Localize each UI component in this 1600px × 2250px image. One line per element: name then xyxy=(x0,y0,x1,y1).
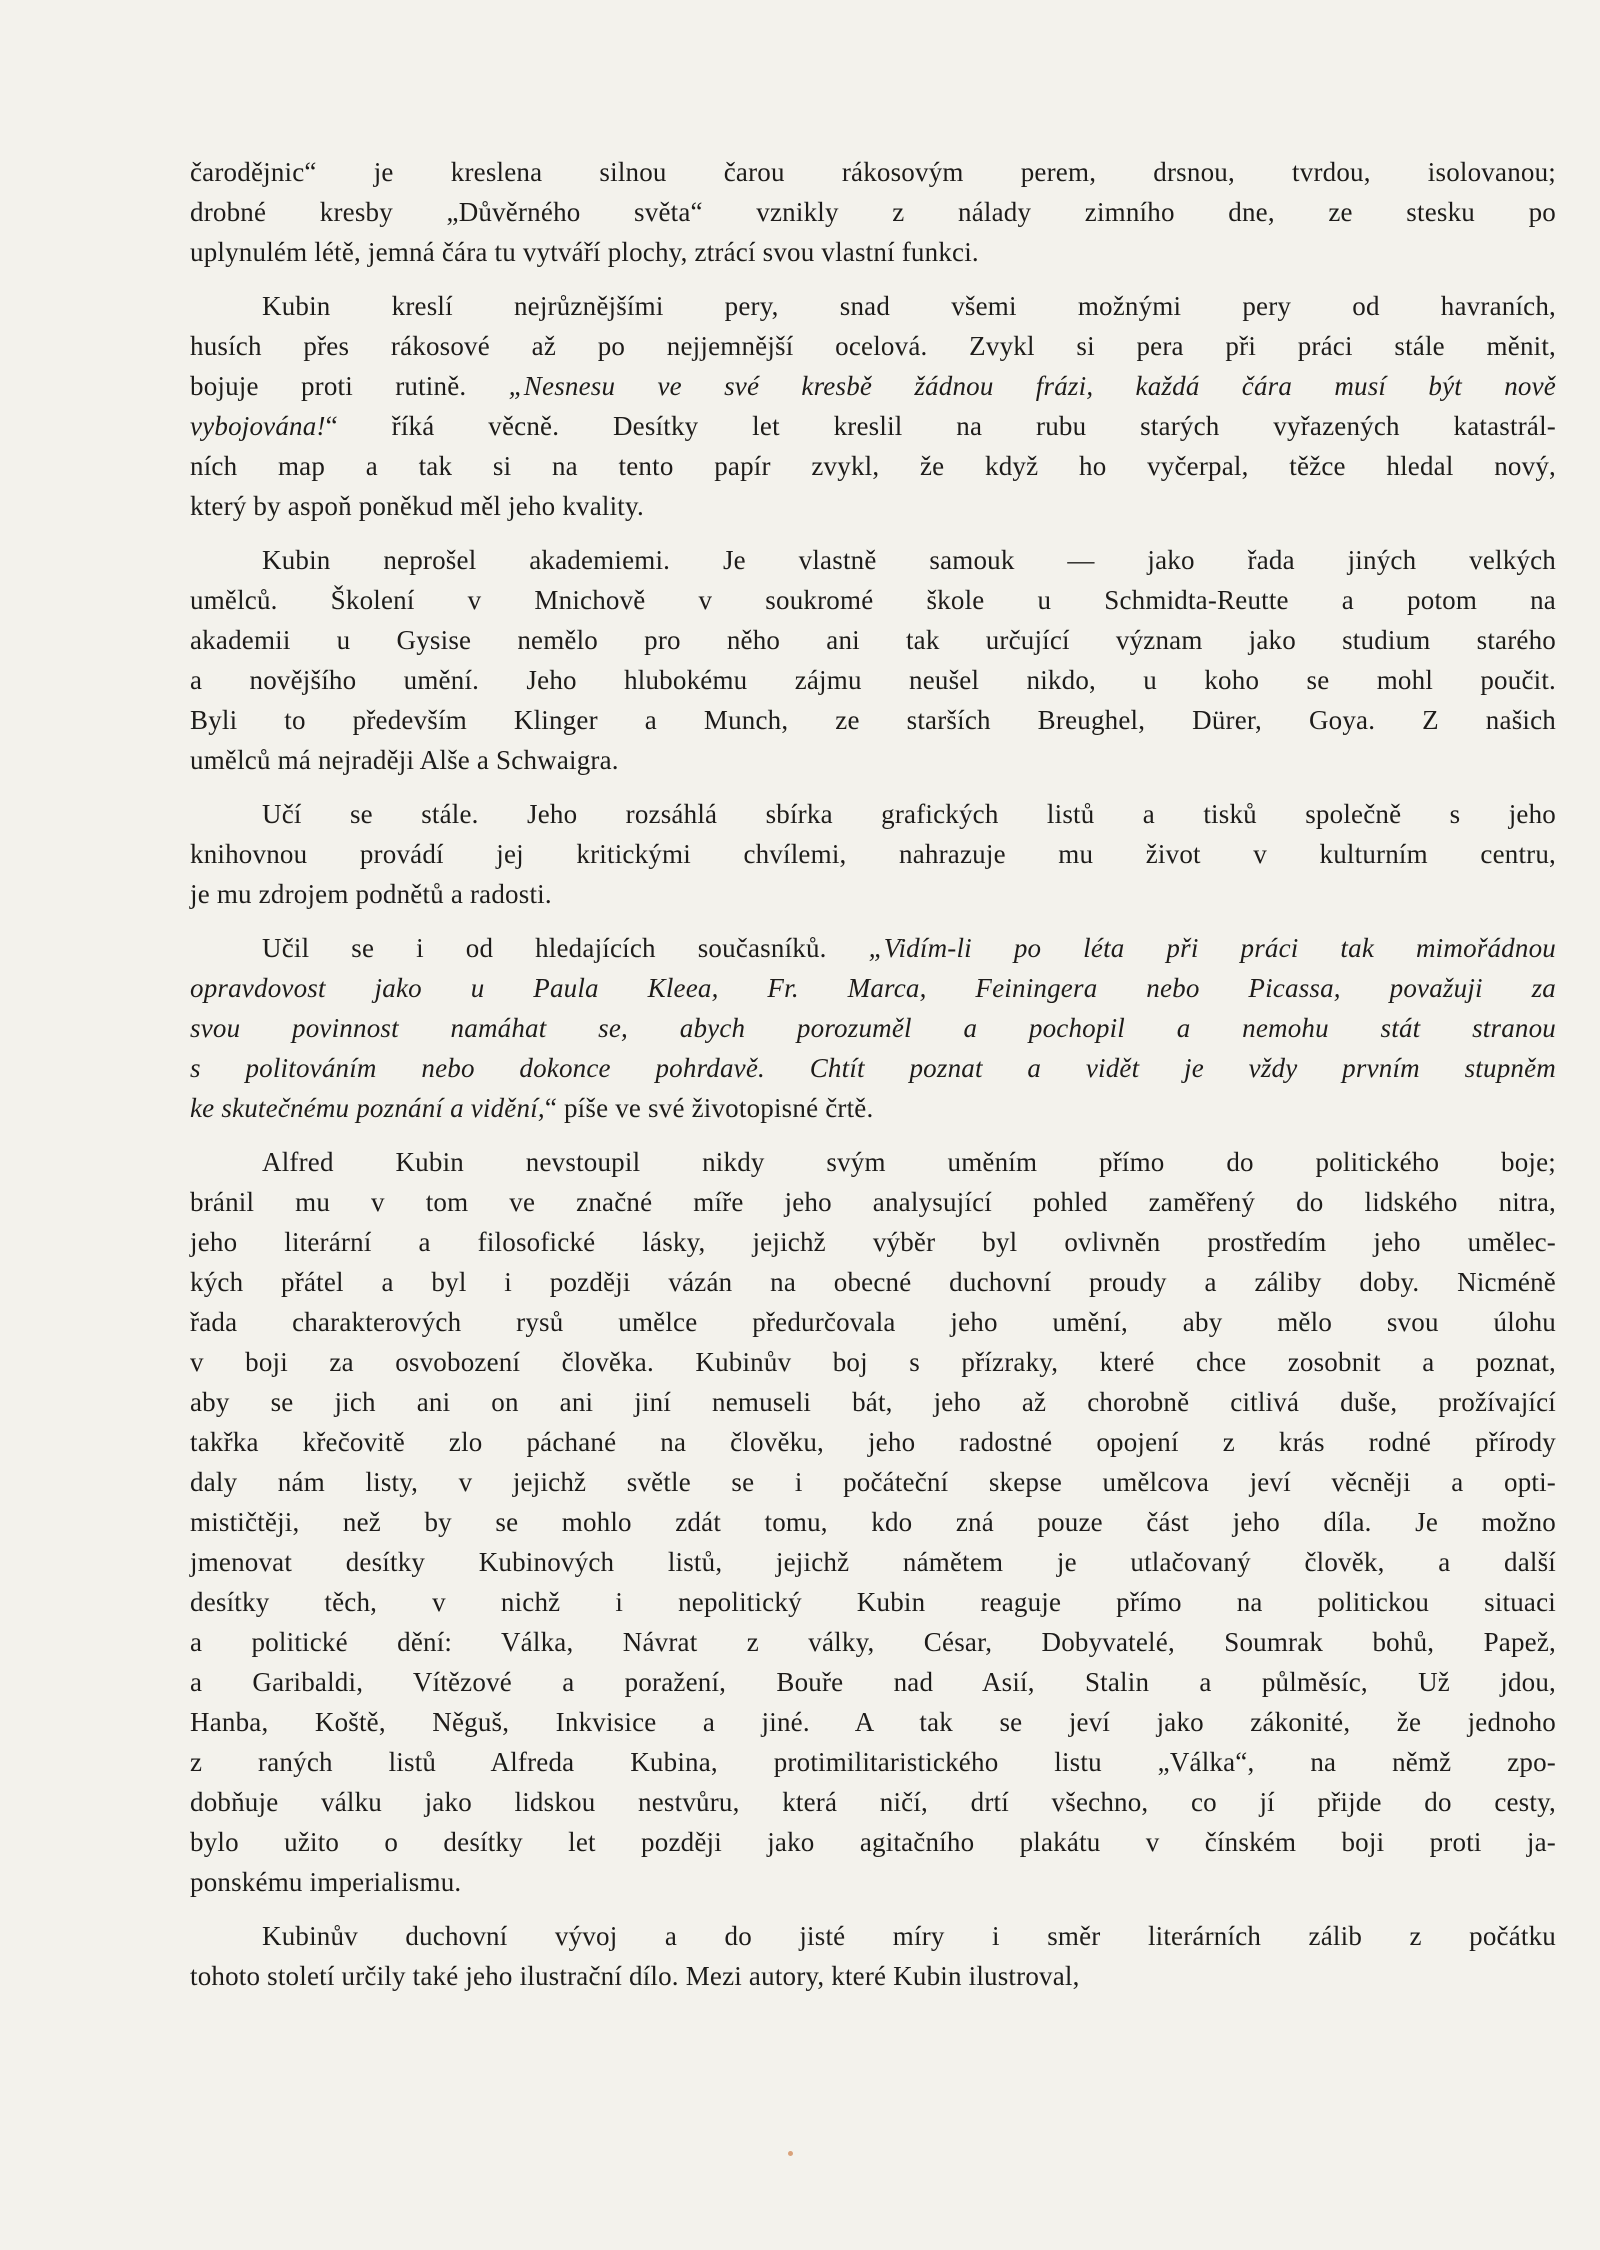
text-segment: uplynulém létě, jemná čára tu vytváří plochy, ztrácí svou vlastní funkci. xyxy=(190,237,979,267)
text-line xyxy=(190,968,1556,1008)
text-segment: bojuje proti rutině. xyxy=(190,371,509,401)
text-line xyxy=(190,1048,1556,1088)
text-segment: jeho literární a filosofické lásky, jejichž výběr byl ovlivněn prostředím jeho umělec- xyxy=(190,1227,1556,1257)
text-line xyxy=(190,1142,1556,1182)
italic-quote-segment: opravdovost jako u Paula Kleea, Fr. Marca, Feiningera nebo Picassa, považuji za xyxy=(190,973,1556,1003)
text-line xyxy=(190,1222,1556,1262)
text-segment: daly nám listy, v jejichž světle se i počáteční skepse umělcova jeví věcněji a opti- xyxy=(190,1467,1556,1497)
text-line xyxy=(190,1342,1556,1382)
text-segment: akademii u Gysise nemělo pro něho ani tak určující význam jako studium starého xyxy=(190,625,1556,655)
text-segment: umělců má nejraději Alše a Schwaigra. xyxy=(190,745,619,775)
text-line xyxy=(190,1008,1556,1048)
text-line xyxy=(190,1262,1556,1302)
text-segment: “ píše ve své životopisné črtě. xyxy=(544,1093,874,1123)
text-segment: je mu zdrojem podnětů a radosti. xyxy=(190,879,552,909)
text-segment: Učil se i od hledajících současníků. xyxy=(262,933,869,963)
text-line xyxy=(190,540,1556,580)
text-line xyxy=(190,660,1556,700)
text-segment: drobné kresby „Důvěrného světa“ vznikly z nálady zimního dne, ze stesku po xyxy=(190,197,1556,227)
text-segment: Učí se stále. Jeho rozsáhlá sbírka grafických listů a tisků společně s jeho xyxy=(262,799,1556,829)
text-line xyxy=(190,366,1556,406)
text-line xyxy=(190,1662,1556,1702)
text-line xyxy=(190,794,1556,834)
text-segment: Byli to především Klinger a Munch, ze starších Breughel, Dürer, Goya. Z našich xyxy=(190,705,1556,735)
text-line xyxy=(190,834,1556,874)
text-line xyxy=(190,192,1556,232)
text-line xyxy=(190,740,1556,780)
text-segment: řada charakterových rysů umělce předurčovala jeho umění, aby mělo svou úlohu xyxy=(190,1307,1556,1337)
text-segment: takřka křečovitě zlo páchané na člověku, jeho radostné opojení z krás rodné přírody xyxy=(190,1427,1556,1457)
text-line xyxy=(190,1622,1556,1662)
paragraph xyxy=(190,540,1556,780)
paragraph xyxy=(190,794,1556,914)
text-segment: jmenovat desítky Kubinových listů, jejichž námětem je utlačovaný člověk, a další xyxy=(190,1547,1556,1577)
text-line xyxy=(190,928,1556,968)
text-segment: ních map a tak si na tento papír zvykl, že když ho vyčerpal, těžce hledal nový, xyxy=(190,451,1556,481)
text-line xyxy=(190,1956,1556,1996)
text-segment: mističtěji, než by se mohlo zdát tomu, kdo zná pouze část jeho díla. Je možno xyxy=(190,1507,1556,1537)
text-line xyxy=(190,286,1556,326)
text-line xyxy=(190,1502,1556,1542)
text-line xyxy=(190,1382,1556,1422)
text-segment: umělců. Školení v Mnichově v soukromé škole u Schmidta-Reutte a potom na xyxy=(190,585,1556,615)
page-body-text xyxy=(190,152,1556,2010)
paper-speck xyxy=(788,2151,793,2156)
text-segment: a politické dění: Válka, Návrat z války, César, Dobyvatelé, Soumrak bohů, Papež, xyxy=(190,1627,1556,1657)
text-segment: husích přes rákosové až po nejjemnější ocelová. Zvykl si pera při práci stále měnit, xyxy=(190,331,1556,361)
paragraph xyxy=(190,152,1556,272)
text-line xyxy=(190,874,1556,914)
text-line xyxy=(190,580,1556,620)
text-segment: z raných listů Alfreda Kubina, protimilitaristického listu „Válka“, na němž zpo- xyxy=(190,1747,1556,1777)
text-line xyxy=(190,1542,1556,1582)
text-segment: a novějšího umění. Jeho hlubokému zájmu neušel nikdo, u koho se mohl poučit. xyxy=(190,665,1556,695)
text-segment: aby se jich ani on ani jiní nemuseli bát, jeho až chorobně citlivá duše, prožívající xyxy=(190,1387,1556,1417)
text-segment: a Garibaldi, Vítězové a poražení, Bouře nad Asií, Stalin a půlměsíc, Už jdou, xyxy=(190,1667,1556,1697)
text-segment: kých přátel a byl i později vázán na obecné duchovní proudy a záliby doby. Nicméně xyxy=(190,1267,1556,1297)
text-line xyxy=(190,1862,1556,1902)
text-line xyxy=(190,1742,1556,1782)
text-segment: bylo užito o desítky let později jako agitačního plakátu v čínském boji proti ja- xyxy=(190,1827,1556,1857)
text-line xyxy=(190,620,1556,660)
text-line xyxy=(190,326,1556,366)
text-segment: desítky těch, v nichž i nepolitický Kubin reaguje přímo na politickou situaci xyxy=(190,1587,1556,1617)
text-segment: v boji za osvobození člověka. Kubinův boj s přízraky, které chce zosobnit a poznat, xyxy=(190,1347,1556,1377)
text-line xyxy=(190,1422,1556,1462)
text-line xyxy=(190,1182,1556,1222)
italic-quote-segment: „Nesnesu ve své kresbě žádnou frázi, každá čára musí být nově xyxy=(508,371,1556,401)
text-segment: bránil mu v tom ve značné míře jeho analysující pohled zaměřený do lidského nitra, xyxy=(190,1187,1556,1217)
italic-quote-segment: „Vidím-li po léta při práci tak mimořádnou xyxy=(868,933,1556,963)
text-line xyxy=(190,486,1556,526)
text-segment: Hanba, Koště, Něguš, Inkvisice a jiné. A tak se jeví jako zákonité, že jednoho xyxy=(190,1707,1556,1737)
text-segment: Alfred Kubin nevstoupil nikdy svým uměním přímo do politického boje; xyxy=(262,1147,1556,1177)
text-line xyxy=(190,232,1556,272)
text-line xyxy=(190,700,1556,740)
text-line xyxy=(190,1702,1556,1742)
text-line xyxy=(190,152,1556,192)
italic-quote-segment: vybojována! xyxy=(190,411,326,441)
text-segment: knihovnou provádí jej kritickými chvílemi, nahrazuje mu život v kulturním centru, xyxy=(190,839,1556,869)
text-line xyxy=(190,446,1556,486)
text-segment: Kubinův duchovní vývoj a do jisté míry i směr literárních zálib z počátku xyxy=(262,1921,1556,1951)
text-segment: který by aspoň poněkud měl jeho kvality. xyxy=(190,491,644,521)
paragraph xyxy=(190,1142,1556,1902)
paragraph xyxy=(190,1916,1556,1996)
text-line xyxy=(190,1582,1556,1622)
text-line xyxy=(190,1916,1556,1956)
text-line xyxy=(190,1822,1556,1862)
text-segment: Kubin neprošel akademiemi. Je vlastně samouk — jako řada jiných velkých xyxy=(262,545,1556,575)
text-line xyxy=(190,1302,1556,1342)
text-line xyxy=(190,1088,1556,1128)
text-segment: ponskému imperialismu. xyxy=(190,1867,462,1897)
paragraph xyxy=(190,928,1556,1128)
italic-quote-segment: s politováním nebo dokonce pohrdavě. Chtít poznat a vidět je vždy prvním stupněm xyxy=(190,1053,1556,1083)
italic-quote-segment: svou povinnost namáhat se, abych porozuměl a pochopil a nemohu stát stranou xyxy=(190,1013,1556,1043)
italic-quote-segment: ke skutečnému poznání a vidění, xyxy=(190,1093,545,1123)
text-segment: čarodějnic“ je kreslena silnou čarou rákosovým perem, drsnou, tvrdou, isolovanou; xyxy=(190,157,1556,187)
text-segment: tohoto století určily také jeho ilustrační dílo. Mezi autory, které Kubin ilustroval, xyxy=(190,1961,1080,1991)
text-segment: “ říká věcně. Desítky let kreslil na rubu starých vyřazených katastrál- xyxy=(325,411,1556,441)
text-segment: dobňuje válku jako lidskou nestvůru, která ničí, drtí všechno, co jí přijde do cesty, xyxy=(190,1787,1556,1817)
text-segment: Kubin kreslí nejrůznějšími pery, snad všemi možnými pery od havraních, xyxy=(262,291,1556,321)
text-line xyxy=(190,1462,1556,1502)
text-line xyxy=(190,1782,1556,1822)
text-line xyxy=(190,406,1556,446)
paragraph xyxy=(190,286,1556,526)
